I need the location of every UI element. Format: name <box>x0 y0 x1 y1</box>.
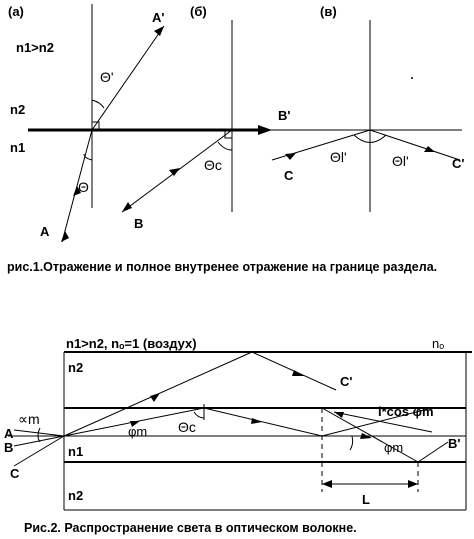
fig1-ray-b-mid-arrow <box>169 168 180 176</box>
fig2-n2-top-label: n2 <box>68 360 84 375</box>
fig2-n1-label: n1 <box>68 444 84 459</box>
fig2-L-label: L <box>362 492 370 507</box>
fig2-n-outer-label: nₒ <box>432 336 445 351</box>
fig2-theta-c-arc <box>194 412 204 418</box>
fig1-ray-c-arrow <box>285 153 296 160</box>
fig2-header: n1>n2, nₒ=1 (воздух) <box>66 336 197 351</box>
fig1-interface-arrowhead <box>258 125 272 135</box>
fig1-theta-prime-arc <box>92 100 104 108</box>
fig1-ray-b-arrow <box>122 202 132 212</box>
fig2-phi-m-right-label: φm <box>384 440 404 455</box>
fig2-l-cos-label: l*cos φm <box>378 404 434 419</box>
fig1-theta-l-label: Θl' <box>330 149 347 165</box>
fig1-n1-gt-n2-label: n1>n2 <box>16 40 54 55</box>
fig2-guided-ray-3 <box>204 408 322 436</box>
fig2-alpha-label: ∝m <box>18 411 40 427</box>
fig1-theta-l-prime-label: Θl' <box>392 153 409 169</box>
fig1-ray-a-arrow <box>61 231 69 242</box>
fig1-n1-label: n1 <box>10 140 26 155</box>
fig1-ray-c-prime-label: C' <box>452 156 465 171</box>
fig1-panel-a-label: (a) <box>8 4 24 19</box>
fig2-phi-m-left-label: φm <box>128 424 148 439</box>
fig1-theta-c-label: Θc <box>204 157 222 173</box>
fig1-panel-b-label: (б) <box>190 4 207 19</box>
fig1-theta-prime-label: Θ' <box>100 69 114 85</box>
fig2-theta-c-label: Θc <box>178 419 196 435</box>
fig1-ray-b-label: B <box>134 216 144 231</box>
fig2-ray-c-label: C <box>10 466 20 481</box>
fig1-n2-label: n2 <box>10 102 26 117</box>
fig1-ray-a-prime-label: A' <box>152 10 165 25</box>
fig2-n2-bottom-label: n2 <box>68 488 84 503</box>
fig2-ray-c-prime-arrow-up <box>150 393 160 402</box>
fig1-ray-a-label: A <box>40 224 50 239</box>
fig1-ray-b-prime-label: B' <box>278 108 291 123</box>
fig2-phi-m-right-arc <box>350 436 353 450</box>
fig2-caption: Рис.2. Распространение света в оптическом волокне. <box>24 521 357 535</box>
fig1-caption: рис.1.Отражение и полное внутренее отражение на границе раздела. <box>7 260 438 274</box>
fig1-theta-c-arc <box>218 142 232 150</box>
fig2-ray-b-prime <box>418 442 448 462</box>
fig1-theta-label: Θ <box>78 179 89 195</box>
fig1-dot <box>411 77 413 79</box>
fig2-ray-a-label: A <box>4 426 14 441</box>
fig2-ray-b-prime-label: B' <box>448 436 461 451</box>
fig2-L-arrow-left <box>322 480 332 488</box>
fig1-ray-c-label: C <box>284 168 294 183</box>
fig2-alpha-arc <box>38 428 40 442</box>
fig1-ray-a-prime-arrow <box>154 26 164 36</box>
fig2-L-arrow-right <box>408 480 418 488</box>
fig2-ray-c-prime-label: C' <box>340 374 353 389</box>
fig2-ray-b-label: B <box>4 440 14 455</box>
fig2-ray-c-prime-arrow-down <box>292 370 304 376</box>
fig1-panel-c-label: (в) <box>320 4 337 19</box>
fig1-ray-c-reflected <box>370 130 460 160</box>
